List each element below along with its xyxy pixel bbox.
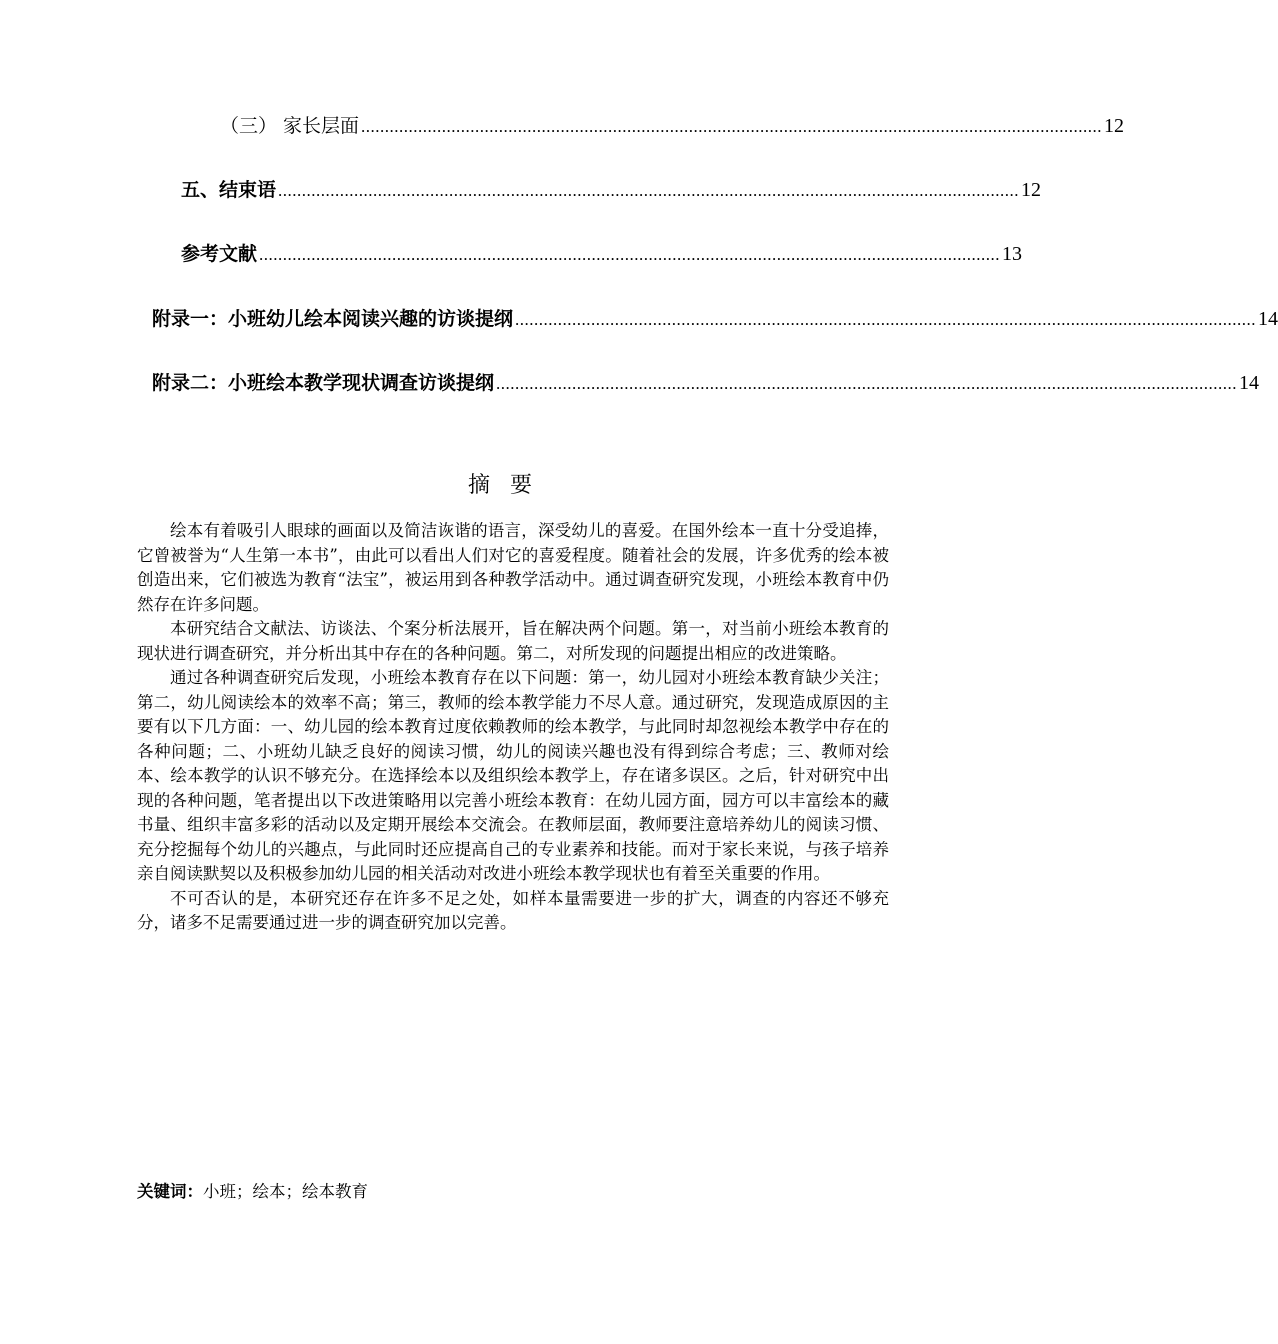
toc-dot-leader: ............................................................................................................................................................ xyxy=(496,374,1238,393)
toc-page-number: 12 xyxy=(1104,115,1125,137)
toc-dot-leader: ............................................................................................................................................................ xyxy=(361,117,1103,136)
toc-entry-appendix-1[interactable] xyxy=(152,306,1278,333)
toc-entry-parents[interactable] xyxy=(220,113,1125,140)
toc-dot-leader: ............................................................................................................................................................ xyxy=(278,181,1020,200)
keywords-label: 关键词： xyxy=(137,1182,203,1201)
toc-entry-label: 附录一：小班幼儿绘本阅读兴趣的访谈提纲 xyxy=(152,308,514,330)
abstract-body xyxy=(137,519,889,936)
toc-entry-label: （三） 家长层面 xyxy=(220,115,360,137)
keywords-value: 小班；绘本；绘本教育 xyxy=(203,1182,368,1201)
abstract-paragraph: 本研究结合文献法、访谈法、个案分析法展开，旨在解决两个问题。第一，对当前小班绘本教育的现状进行调查研究，并分析出其中存在的各种问题。第二，对所发现的问题提出相应的改进策略。 xyxy=(137,619,889,663)
abstract-paragraph: 通过各种调查研究后发现，小班绘本教育存在以下问题：第一，幼儿园对小班绘本教育缺少关注；第二，幼儿阅读绘本的效率不高；第三，教师的绘本教学能力不尽人意。通过研究，发现造成原因的主要有以下几方面：一、幼儿园的绘本教育过度依赖教师的绘本教学，与此同时却忽视绘本教学中存在的各种问题；二、小班幼儿缺乏良好的阅读习惯，幼儿的阅读兴趣也没有得到综合考虑；三、教师对绘本、绘本教学的认识不够充分。在选择绘本以及组织绘本教学上，存在诸多误区。之后，针对研究中出现的各种问题，笔者提出以下改进策略用以完善小班绘本教育：在幼儿园方面，园方可以丰富绘本的藏书量、组织丰富多彩的活动以及定期开展绘本交流会。在教师层面，教师要注意培养幼儿的阅读习惯、充分挖掘每个幼儿的兴趣点，与此同时还应提高自己的专业素养和技能。而对于家长来说，与孩子培养亲自阅读默契以及积极参加幼儿园的相关活动对改进小班绘本教学现状也有着至关重要的作用。 xyxy=(137,668,889,883)
keywords-line xyxy=(137,1180,368,1204)
toc-entry-label: 附录二：小班绘本教学现状调查访谈提纲 xyxy=(152,372,495,394)
toc-entry-label: 五、结束语 xyxy=(181,179,277,201)
toc-page-number: 13 xyxy=(1002,243,1023,265)
abstract-paragraph: 绘本有着吸引人眼球的画面以及简洁诙谐的语言，深受幼儿的喜爱。在国外绘本一直十分受追捧，它曾被誉为“人生第一本书”，由此可以看出人们对它的喜爱程度。随着社会的发展，许多优秀的绘本被创造出来，它们被选为教育“法宝”，被运用到各种教学活动中。通过调查研究发现，小班绘本教育中仍然存在许多问题。 xyxy=(137,521,889,614)
toc-page-number: 12 xyxy=(1021,179,1042,201)
toc-page-number: 14 xyxy=(1239,372,1260,394)
toc-dot-leader: ............................................................................................................................................................ xyxy=(515,310,1257,329)
toc-dot-leader: ............................................................................................................................................................ xyxy=(259,245,1001,264)
abstract-paragraph: 不可否认的是，本研究还存在许多不足之处，如样本量需要进一步的扩大，调查的内容还不够充分，诸多不足需要通过进一步的调查研究加以完善。 xyxy=(137,888,889,932)
toc-entry-conclusion[interactable] xyxy=(181,177,1042,204)
toc-entry-appendix-2[interactable] xyxy=(152,370,1260,397)
toc-page-number: 14 xyxy=(1258,308,1278,330)
toc-entry-label: 参考文献 xyxy=(181,243,258,265)
abstract-title: 摘要 xyxy=(467,473,552,498)
toc-entry-references[interactable] xyxy=(181,241,1023,268)
